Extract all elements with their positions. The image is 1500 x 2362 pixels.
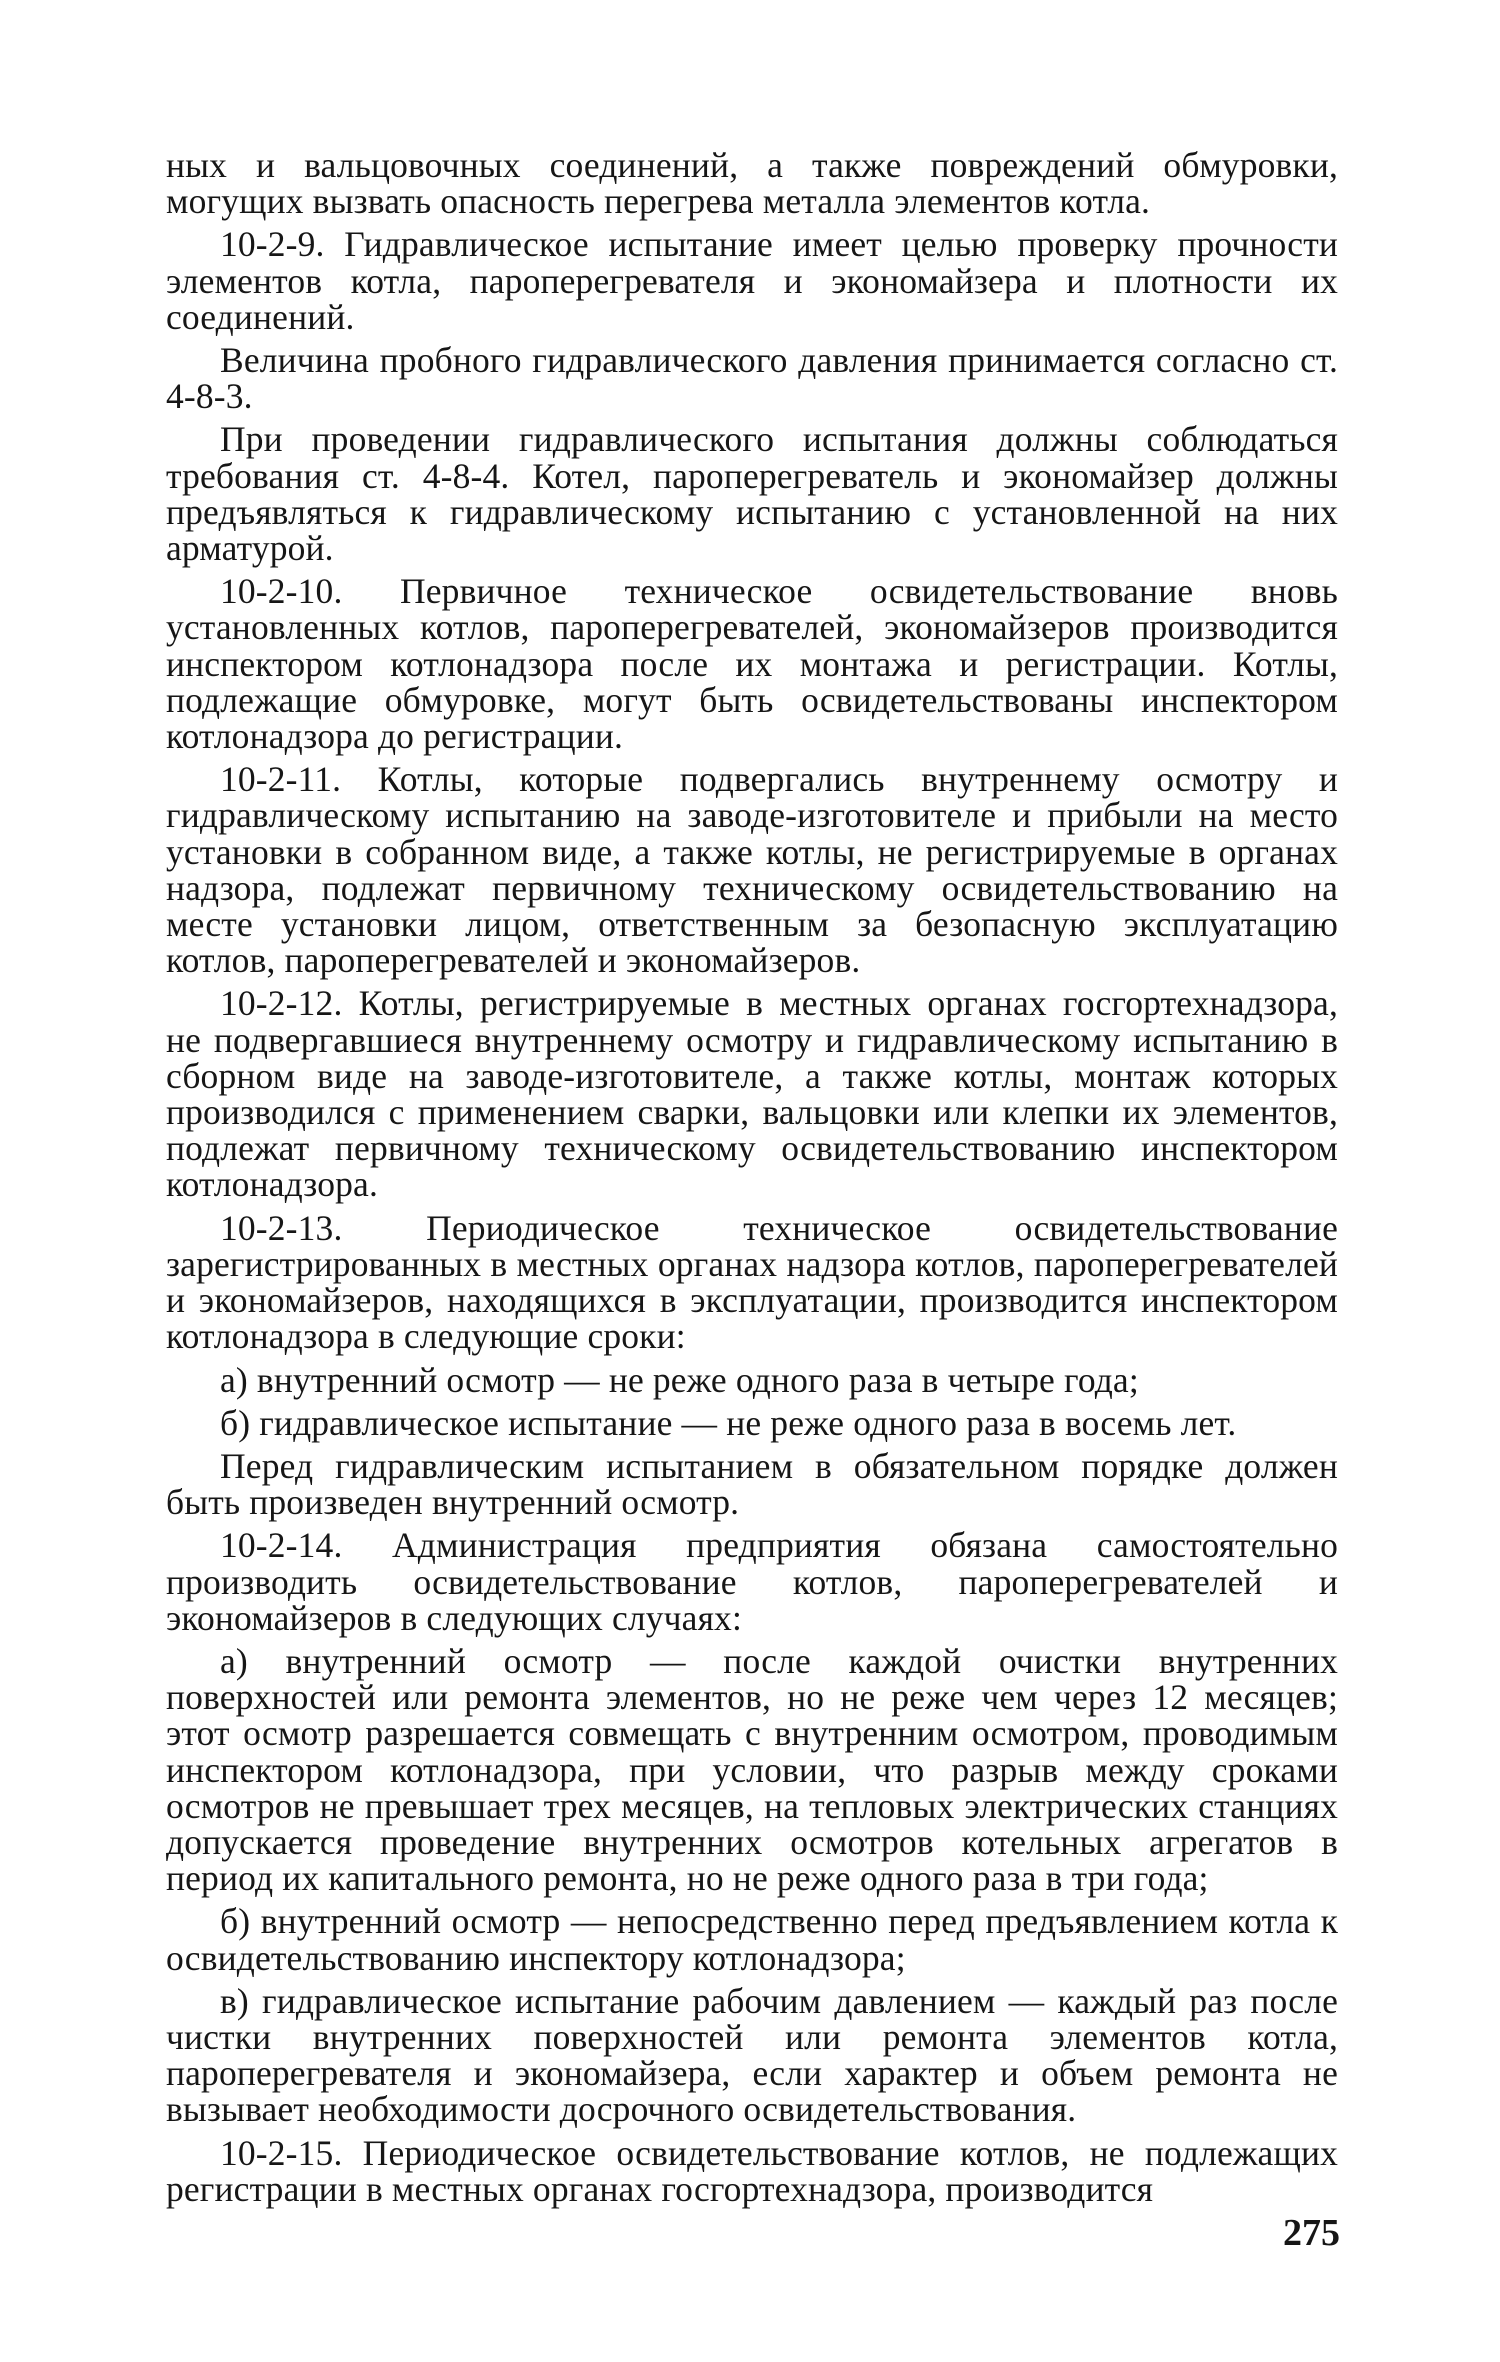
paragraph-before-hydraulic-test: Перед гидравлическим испытанием в обязательном порядке должен быть произведен внутренний осмотр. <box>166 1445 1338 1523</box>
list-item-a-after-cleaning: а) внутренний осмотр — после каждой очистки внутренних поверхностей или ремонта элементов, но не реже чем через 12 месяцев; этот осмотр разрешается совмещать с внутренним осмотром, проводимым инспектором котлонадзора, при условии, что разрыв между сроками осмотров не превышает трех месяцев, на тепловых электрических станциях допускается проведение внутренних осмотров котельных агрегатов в период их капитального ремонта, но не реже одного раза в три года; <box>166 1640 1338 1899</box>
paragraph-test-requirements: При проведении гидравлического испытания должны соблюдаться требования ст. 4-8-4. Котел, пароперегреватель и экономайзер должны предъявляться к гидравлическому испытанию с установленной на них арматурой. <box>166 419 1338 569</box>
paragraph-10-2-15: 10-2-15. Периодическое освидетельствование котлов, не подлежащих регистрации в местных органах госгортехнадзора, производится <box>166 2132 1338 2209</box>
list-item-a-internal-inspection: а) внутренний осмотр — не реже одного раза в четыре года; <box>220 1359 1139 1400</box>
body-text <box>166 147 1338 2214</box>
paragraph-continuation: ных и вальцовочных соединений, а также повреждений обмуровки, могущих вызвать опасность перегрева металла элементов котла. <box>166 145 1338 222</box>
paragraph-10-2-9: 10-2-9. Гидравлическое испытание имеет целью проверку прочности элементов котла, пароперегревателя и экономайзера и плотности их соединений. <box>166 224 1338 337</box>
paragraph-10-2-10: 10-2-10. Первичное техническое освидетельствование вновь установленных котлов, пароперегревателей, экономайзеров производится инспектором котлонадзора после их монтажа и регистрации. Котлы, подлежащие обмуровке, могут быть освидетельствованы инспектором котлонадзора до регистрации. <box>166 571 1338 757</box>
list-item-b-hydraulic-test: б) гидравлическое испытание — не реже одного раза в восемь лет. <box>220 1402 1237 1443</box>
paragraph-10-2-13: 10-2-13. Периодическое техническое освидетельствование зарегистрированных в местных органах надзора котлов, пароперегревателей и экономайзеров, находящихся в эксплуатации, производится инспектором котлонадзора в следующие сроки: <box>166 1207 1338 1357</box>
paragraph-10-2-11: 10-2-11. Котлы, которые подвергались внутреннему осмотру и гидравлическому испытанию на заводе-изготовителе и прибыли на место установки в собранном виде, а также котлы, не регистрируемые в органах надзора, подлежат первичному техническому освидетельствованию на месте установки лицом, ответственным за безопасную эксплуатацию котлов, пароперегревателей и экономайзеров. <box>166 759 1338 981</box>
paragraph-10-2-12: 10-2-12. Котлы, регистрируемые в местных органах госгортехнадзора, не подвергавшиеся внутреннему осмотру и гидравлическому испытанию в сборном виде на заводе-изготовителе, а также котлы, монтаж которых производился с применением сварки, вальцовки или клепки их элементов, подлежат первичному техническому освидетельствованию инспектором котлонадзора. <box>166 983 1338 1205</box>
list-item-b-before-presentation: б) внутренний осмотр — непосредственно перед предъявлением котла к освидетельствованию инспектору котлонадзора; <box>166 1901 1338 1978</box>
paragraph-10-2-14: 10-2-14. Администрация предприятия обязана самостоятельно производить освидетельствование котлов, пароперегревателей и экономайзеров в следующих случаях: <box>166 1525 1338 1638</box>
page-number: 275 <box>1283 2212 1340 2254</box>
list-item-c-working-pressure-test: в) гидравлическое испытание рабочим давлением — каждый раз после чистки внутренних поверхностей или ремонта элементов котла, пароперегревателя и экономайзера, если характер и объем ремонта не вызывает необходимости досрочного освидетельствования. <box>166 1980 1338 2130</box>
paragraph-test-pressure: Величина пробного гидравлического давления принимается согласно ст. 4-8-3. <box>166 340 1338 417</box>
